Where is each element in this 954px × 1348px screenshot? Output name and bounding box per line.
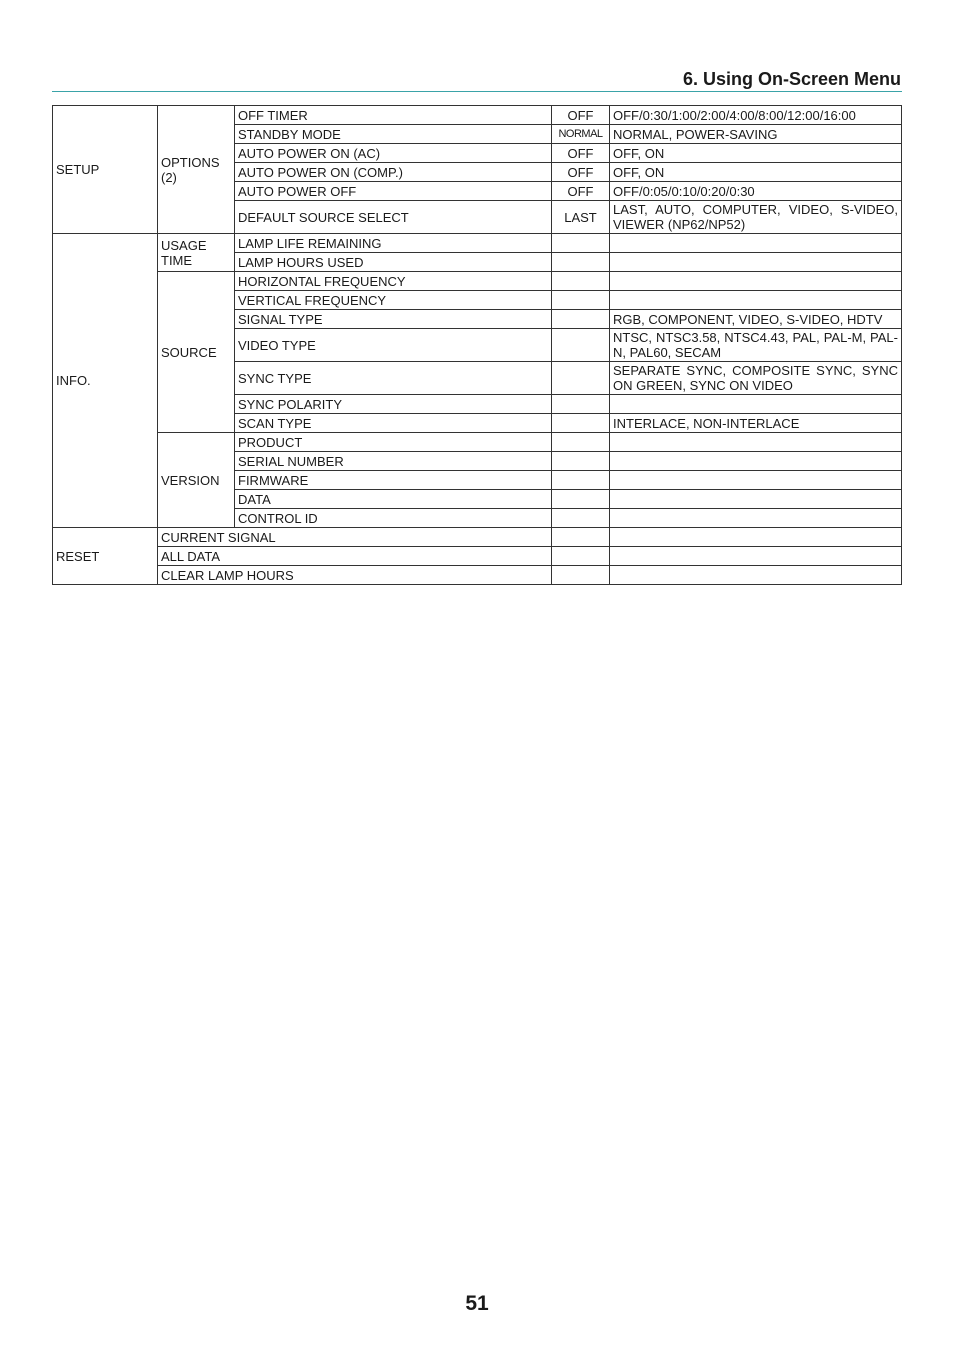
menu-item: SCAN TYPE bbox=[235, 414, 552, 433]
default-value bbox=[552, 395, 610, 414]
default-value bbox=[552, 234, 610, 253]
default-value: NORMAL bbox=[552, 125, 610, 144]
options-value bbox=[610, 291, 902, 310]
menu-item: HORIZONTAL FREQUENCY bbox=[235, 272, 552, 291]
group-label-setup: SETUP bbox=[53, 106, 158, 234]
table-row bbox=[53, 234, 902, 253]
menu-item: DATA bbox=[235, 490, 552, 509]
menu-item: ALL DATA bbox=[158, 547, 552, 566]
options-value bbox=[610, 234, 902, 253]
default-value bbox=[552, 329, 610, 362]
default-value bbox=[552, 433, 610, 452]
default-value bbox=[552, 291, 610, 310]
default-value bbox=[552, 547, 610, 566]
options-value bbox=[610, 395, 902, 414]
options-value: LAST, AUTO, COMPUTER, VIDEO, S-VIDEO, VIEWER (NP62/NP52) bbox=[610, 201, 902, 234]
options-value bbox=[610, 433, 902, 452]
table-row bbox=[53, 566, 902, 585]
menu-item: CURRENT SIGNAL bbox=[158, 528, 552, 547]
menu-item: LAMP LIFE REMAINING bbox=[235, 234, 552, 253]
default-value bbox=[552, 310, 610, 329]
default-value bbox=[552, 566, 610, 585]
default-value bbox=[552, 452, 610, 471]
menu-item: AUTO POWER OFF bbox=[235, 182, 552, 201]
default-value bbox=[552, 414, 610, 433]
table-row bbox=[53, 433, 902, 452]
default-value bbox=[552, 509, 610, 528]
menu-item: CLEAR LAMP HOURS bbox=[158, 566, 552, 585]
options-value: OFF, ON bbox=[610, 144, 902, 163]
default-value: OFF bbox=[552, 163, 610, 182]
options-value bbox=[610, 509, 902, 528]
default-value: OFF bbox=[552, 182, 610, 201]
options-value: RGB, COMPONENT, VIDEO, S-VIDEO, HDTV bbox=[610, 310, 902, 329]
menu-item: SERIAL NUMBER bbox=[235, 452, 552, 471]
options-value bbox=[610, 490, 902, 509]
default-value: LAST bbox=[552, 201, 610, 234]
options-value bbox=[610, 253, 902, 272]
menu-item: AUTO POWER ON (AC) bbox=[235, 144, 552, 163]
menu-item: CONTROL ID bbox=[235, 509, 552, 528]
default-value bbox=[552, 471, 610, 490]
page-number: 51 bbox=[465, 1292, 489, 1315]
options-value bbox=[610, 471, 902, 490]
options-value bbox=[610, 528, 902, 547]
menu-item: SYNC TYPE bbox=[235, 362, 552, 395]
group-label-reset: RESET bbox=[53, 528, 158, 585]
table-row bbox=[53, 528, 902, 547]
menu-item: STANDBY MODE bbox=[235, 125, 552, 144]
default-value bbox=[552, 272, 610, 291]
options-value: OFF/0:30/1:00/2:00/4:00/8:00/12:00/16:00 bbox=[610, 106, 902, 125]
menu-item: OFF TIMER bbox=[235, 106, 552, 125]
menu-item: DEFAULT SOURCE SELECT bbox=[235, 201, 552, 234]
subgroup-label-options: OPTIONS (2) bbox=[158, 106, 235, 234]
menu-item: LAMP HOURS USED bbox=[235, 253, 552, 272]
menu-item: SIGNAL TYPE bbox=[235, 310, 552, 329]
options-value: OFF/0:05/0:10/0:20/0:30 bbox=[610, 182, 902, 201]
default-value bbox=[552, 528, 610, 547]
menu-item: SYNC POLARITY bbox=[235, 395, 552, 414]
options-value: NTSC, NTSC3.58, NTSC4.43, PAL, PAL-M, PAL-N, PAL60, SECAM bbox=[610, 329, 902, 362]
options-value bbox=[610, 272, 902, 291]
options-value: INTERLACE, NON-INTERLACE bbox=[610, 414, 902, 433]
default-value bbox=[552, 253, 610, 272]
subgroup-label-source: SOURCE bbox=[158, 272, 235, 433]
default-value: OFF bbox=[552, 144, 610, 163]
options-value bbox=[610, 566, 902, 585]
menu-item: AUTO POWER ON (COMP.) bbox=[235, 163, 552, 182]
default-value bbox=[552, 490, 610, 509]
default-value bbox=[552, 362, 610, 395]
group-label-info: INFO. bbox=[53, 234, 158, 528]
options-value: OFF, ON bbox=[610, 163, 902, 182]
options-value: SEPARATE SYNC, COMPOSITE SYNC, SYNC ON GREEN, SYNC ON VIDEO bbox=[610, 362, 902, 395]
menu-item: PRODUCT bbox=[235, 433, 552, 452]
table-row bbox=[53, 272, 902, 291]
table-row bbox=[53, 547, 902, 566]
menu-item: FIRMWARE bbox=[235, 471, 552, 490]
options-value bbox=[610, 547, 902, 566]
subgroup-label-usage-time: USAGE TIME bbox=[158, 234, 235, 272]
subgroup-label-version: VERSION bbox=[158, 433, 235, 528]
options-value bbox=[610, 452, 902, 471]
menu-item: VERTICAL FREQUENCY bbox=[235, 291, 552, 310]
page-section-title: 6. Using On-Screen Menu bbox=[682, 69, 901, 89]
header-divider bbox=[52, 91, 902, 92]
table-row bbox=[53, 106, 902, 125]
menu-table bbox=[52, 105, 902, 585]
options-value: NORMAL, POWER-SAVING bbox=[610, 125, 902, 144]
default-value: OFF bbox=[552, 106, 610, 125]
menu-item: VIDEO TYPE bbox=[235, 329, 552, 362]
